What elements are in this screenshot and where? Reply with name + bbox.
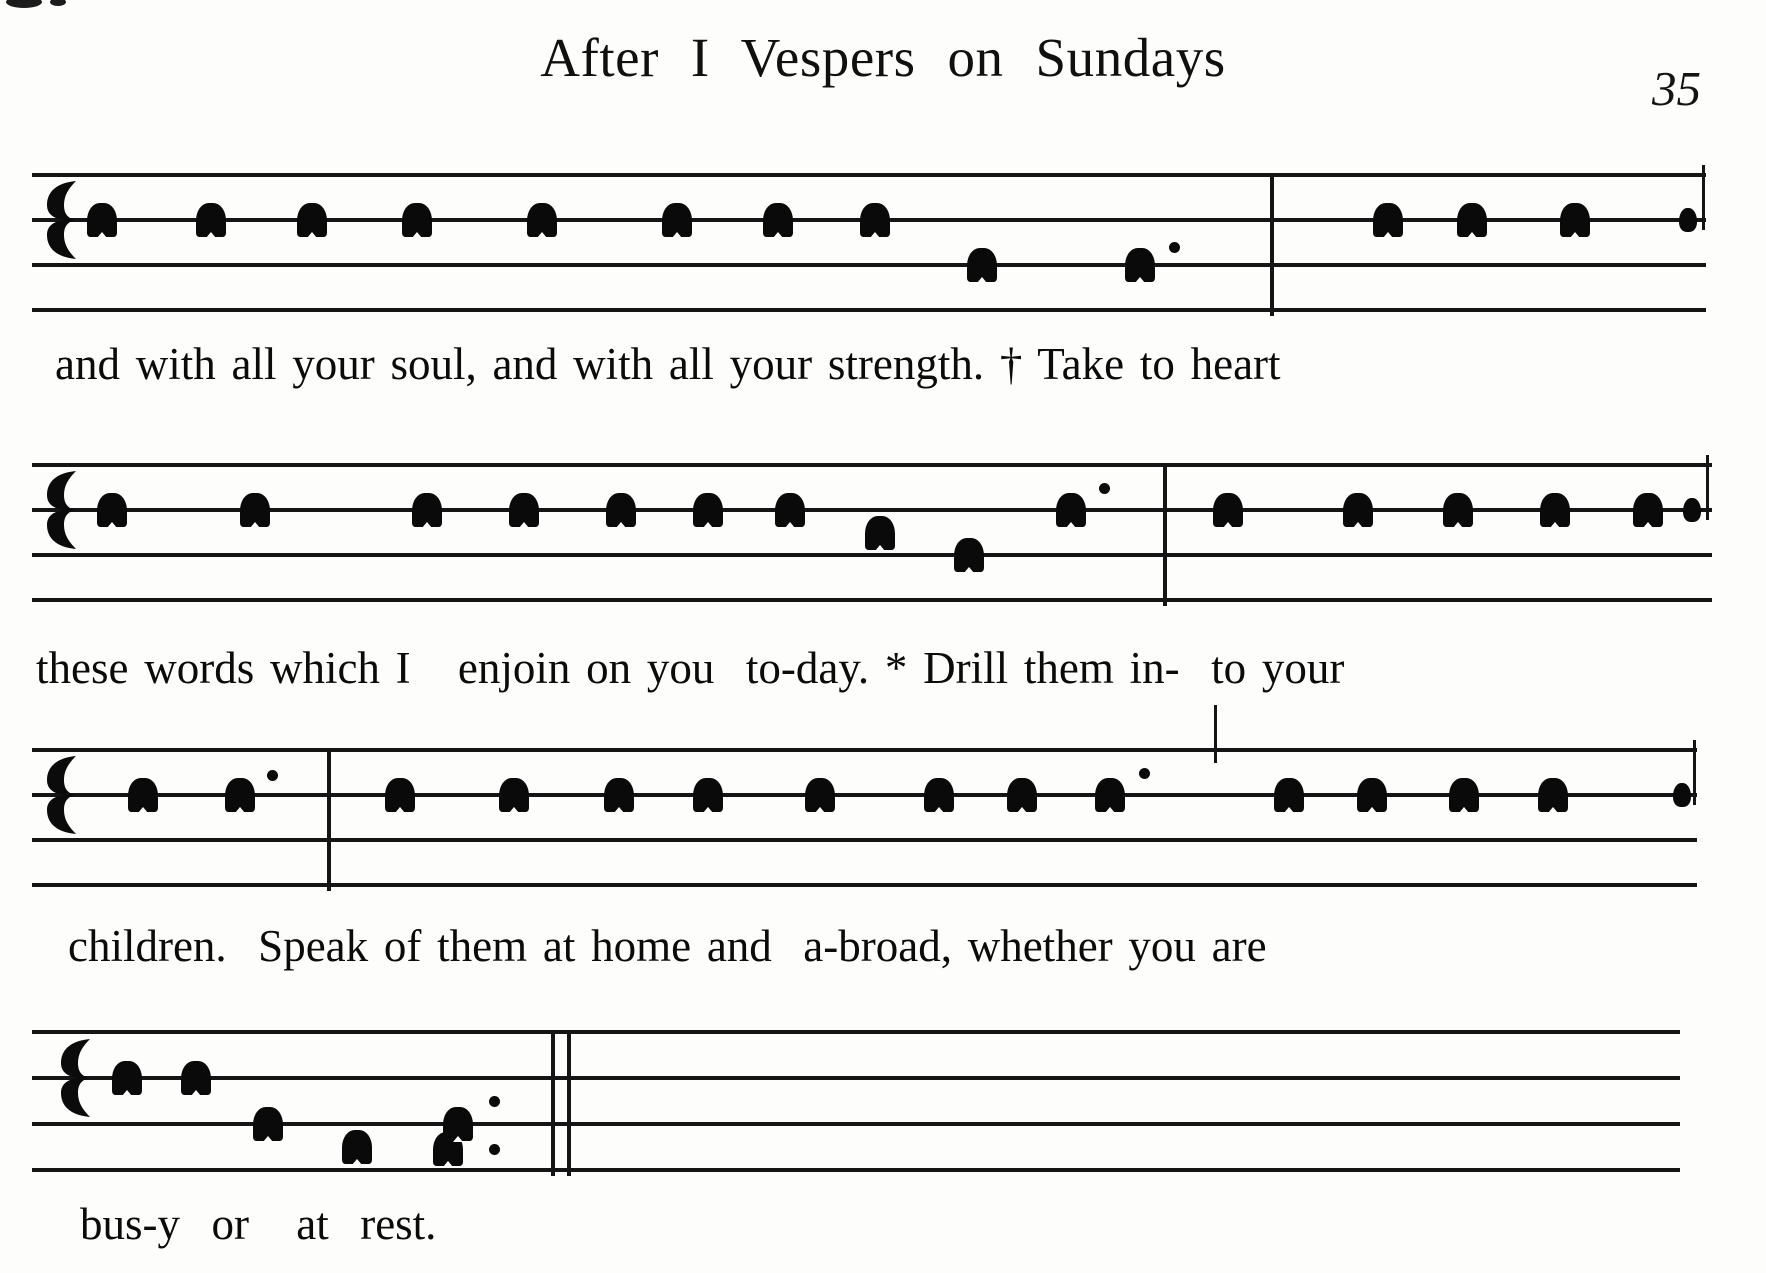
mora-dot (489, 1096, 500, 1107)
bar-line (1270, 173, 1274, 316)
punctum-note (967, 248, 997, 282)
punctum-note (1357, 778, 1387, 812)
do-clef-glyph (56, 1038, 94, 1118)
punctum-note (693, 493, 723, 527)
punctum-note (181, 1061, 211, 1095)
staff-line (32, 883, 1697, 887)
staff-line (32, 598, 1712, 602)
punctum-note (865, 516, 895, 550)
lyric-line-2: these words which I enjoin on you to-day. * Drill them in- to your (36, 643, 1345, 693)
lyric-line-3: children. Speak of them at home and a-broad, whether you are (68, 921, 1267, 971)
punctum-note (1213, 493, 1243, 527)
double-bar-line (551, 1030, 555, 1176)
staff-line (32, 263, 1706, 267)
punctum-note (225, 778, 255, 812)
page-number: 35 (1652, 61, 1701, 116)
punctum-note (1343, 493, 1373, 527)
do-clef-glyph (42, 470, 80, 550)
punctum-note (1373, 203, 1403, 237)
punctum-note (97, 493, 127, 527)
do-clef-icon (56, 1038, 94, 1118)
do-clef-glyph (42, 755, 80, 835)
punctum-note (196, 203, 226, 237)
scan-artifact (6, 0, 42, 8)
staff-line (32, 793, 1697, 797)
punctum-note (1633, 493, 1663, 527)
punctum-note (1125, 248, 1155, 282)
line-end-tick (1706, 455, 1709, 520)
punctum-note (604, 778, 634, 812)
punctum-note (860, 203, 890, 237)
lyric-line-4: bus-y or at rest. (80, 1199, 437, 1249)
punctum-note (775, 493, 805, 527)
staff-line (32, 173, 1706, 177)
punctum-note (1449, 778, 1479, 812)
punctum-note (240, 493, 270, 527)
staff-line (32, 1076, 1680, 1080)
punctum-note (1443, 493, 1473, 527)
punctum-note (499, 778, 529, 812)
punctum-note (954, 538, 984, 572)
punctum-note (1540, 493, 1570, 527)
mora-dot (267, 770, 278, 781)
custos-mark (1683, 498, 1701, 522)
punctum-note (402, 203, 432, 237)
page-title: After I Vespers on Sundays (540, 27, 1226, 88)
punctum-note (606, 493, 636, 527)
punctum-note (342, 1130, 372, 1164)
punctum-note (509, 493, 539, 527)
mora-dot (1099, 483, 1110, 494)
do-clef-icon (42, 755, 80, 835)
staff-line (32, 553, 1712, 557)
do-clef-glyph (42, 180, 80, 260)
mora-dot (1169, 242, 1180, 253)
bar-line (327, 748, 331, 891)
punctum-note (1056, 493, 1086, 527)
staff-line (32, 1030, 1680, 1034)
do-clef-icon (42, 470, 80, 550)
punctum-note (412, 493, 442, 527)
punctum-note (297, 203, 327, 237)
punctum-note (527, 203, 557, 237)
punctum-note (763, 203, 793, 237)
punctum-note (385, 778, 415, 812)
line-end-tick (1693, 740, 1696, 805)
custos-mark (1673, 783, 1691, 807)
staff-line (32, 1168, 1680, 1172)
punctum-note (1538, 778, 1568, 812)
staff-line (32, 308, 1706, 312)
custos-mark (1679, 208, 1697, 232)
punctum-note (1457, 203, 1487, 237)
staff-line (32, 748, 1697, 752)
punctum-note (805, 778, 835, 812)
punctum-note (1007, 778, 1037, 812)
punctum-note (924, 778, 954, 812)
punctum-note (87, 203, 117, 237)
punctum-note (662, 203, 692, 237)
staff-line (32, 463, 1712, 467)
mora-dot (1139, 768, 1150, 779)
punctum-note (128, 778, 158, 812)
staff-line (32, 838, 1697, 842)
punctum-note (1274, 778, 1304, 812)
line-end-tick (1702, 165, 1705, 230)
scan-artifact (50, 0, 66, 6)
punctum-note (1095, 778, 1125, 812)
mora-dot (489, 1144, 500, 1155)
punctum-note (112, 1061, 142, 1095)
lyric-line-1: and with all your soul, and with all your strength. † Take to heart (55, 339, 1281, 389)
punctum-note (253, 1107, 283, 1141)
punctum-note (443, 1107, 473, 1141)
double-bar-line (567, 1030, 571, 1176)
quarter-bar-line (1214, 705, 1217, 763)
bar-line (1163, 463, 1167, 606)
punctum-note (693, 778, 723, 812)
punctum-note (1560, 203, 1590, 237)
do-clef-icon (42, 180, 80, 260)
